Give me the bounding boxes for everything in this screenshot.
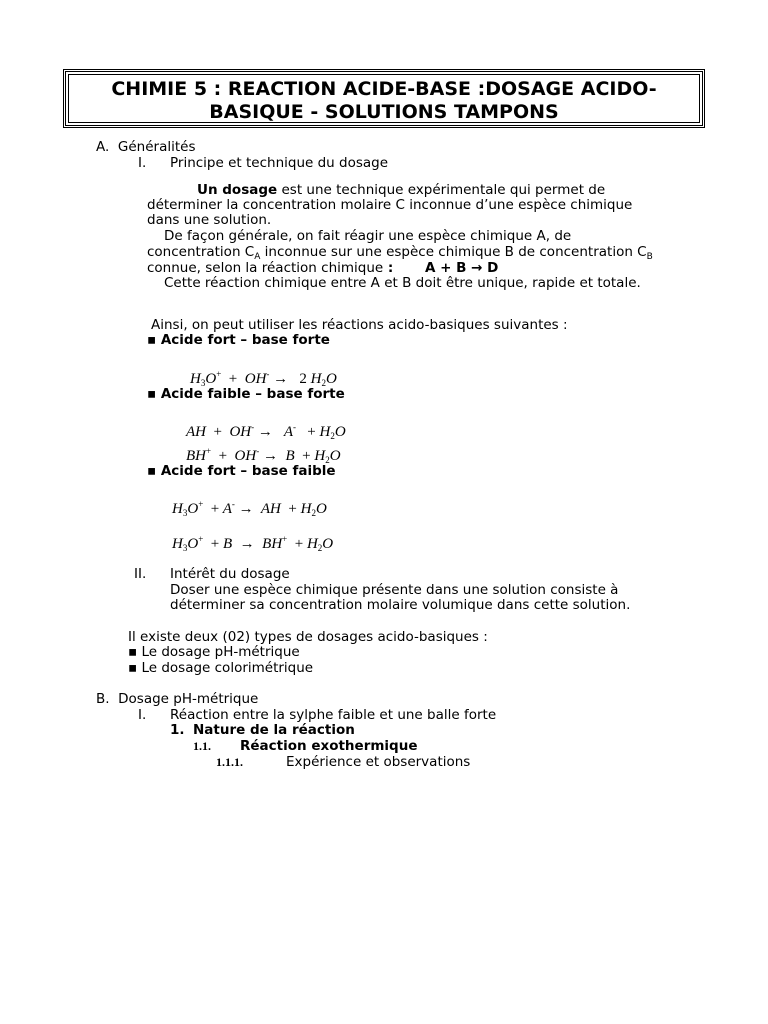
equation-2: AH + OH- → A- + $H_2O$ <box>186 422 346 441</box>
section-b1-title: Réaction entre la sylphe faible et une balle forte <box>170 707 497 723</box>
page-title <box>66 78 702 124</box>
section-b1-num: I. <box>138 707 147 723</box>
title-line-1: CHIMIE 5 : REACTION ACIDE-BASE :DOSAGE ACIDO- <box>111 78 657 100</box>
type-1-label: Le dosage pH-métrique <box>141 644 300 660</box>
title-box <box>63 69 705 128</box>
item-1-1-1-num: 1.1.1. <box>216 755 243 769</box>
paragraph-1-text: est une technique expérimentale qui permet de <box>277 182 606 198</box>
paragraph-2-line-3 <box>147 260 499 276</box>
paragraph-2-text-a: concentration C <box>147 244 255 260</box>
type-2-label: Le dosage colorimétrique <box>141 660 314 676</box>
paragraph-1-line-2: déterminer la concentration molaire C inconnue d’une espèce chimique <box>147 197 633 213</box>
colon: : <box>383 260 394 276</box>
item-1-1-title: Réaction exothermique <box>240 738 418 754</box>
section-a-label: A. <box>96 139 110 155</box>
item-1-1-num: 1.1. <box>193 739 211 753</box>
bullet-icon: ▪ <box>147 386 157 402</box>
case-1-title: Acide fort – base forte <box>160 332 330 348</box>
equation-1: $H_3O^+ + OH^-$ → 2 $H_2O$ <box>190 369 337 388</box>
section-a2-line-1: Doser une espèce chimique présente dans une solution consiste à <box>170 582 619 598</box>
type-2-item <box>128 660 313 676</box>
section-a-heading <box>96 139 195 155</box>
item-1-1-heading <box>193 738 418 754</box>
section-a2-heading <box>134 566 290 582</box>
title-line-2: BASIQUE - SOLUTIONS TAMPONS <box>209 101 559 123</box>
paragraph-2-line-1: De façon générale, on fait réagir une espèce chimique A, de <box>164 228 572 244</box>
subscript-a: A <box>254 252 261 262</box>
section-a2-line-2: déterminer sa concentration molaire volumique dans cette solution. <box>170 597 631 613</box>
equation-3: $BH^+ + OH^- \to B + H_2O$ <box>186 446 341 465</box>
section-b-title: Dosage pH-métrique <box>118 691 259 707</box>
case-2-heading <box>147 386 345 402</box>
bullet-icon: ▪ <box>128 660 138 676</box>
paragraph-1-line-3: dans une solution. <box>147 212 272 228</box>
item-1-1-1-title: Expérience et observations <box>286 754 471 770</box>
item-1-1-1-heading <box>216 754 471 770</box>
type-1-item <box>128 644 300 660</box>
types-intro: Il existe deux (02) types de dosages acido-basiques : <box>128 629 488 645</box>
equation-4: $H_3O^+ + A^-$ → AH + $H_2O$ <box>172 499 327 518</box>
bullet-icon: ▪ <box>147 463 157 479</box>
bullet-icon: ▪ <box>128 644 138 660</box>
item-1-num: 1. <box>170 722 185 738</box>
section-a1-num: I. <box>138 155 147 171</box>
section-b-label: B. <box>96 691 110 707</box>
term-un-dosage: Un dosage <box>197 182 278 198</box>
section-a1-heading <box>138 155 389 171</box>
section-a-title: Généralités <box>117 139 196 155</box>
section-a1-title: Principe et technique du dosage <box>170 155 389 171</box>
case-2-title: Acide faible – base forte <box>160 386 345 402</box>
case-3-heading <box>147 463 336 479</box>
paragraph-2-text-b: inconnue sur une espèce chimique B de concentration C <box>260 244 647 260</box>
paragraph-1-line-1 <box>197 182 605 198</box>
bullet-icon: ▪ <box>147 332 157 348</box>
section-a2-num: II. <box>134 566 147 582</box>
equation-5: $H_3O^+ + B \to BH^+ + H_2O$ <box>172 534 334 553</box>
paragraph-2-text-c: connue, selon la réaction chimique <box>147 260 384 276</box>
paragraph-3: Ainsi, on peut utiliser les réactions acido-basiques suivantes : <box>151 317 568 333</box>
section-a2-title: Intérêt du dosage <box>170 566 290 582</box>
case-1-heading <box>147 332 330 348</box>
paragraph-2-line-4: Cette réaction chimique entre A et B doit être unique, rapide et totale. <box>164 275 641 291</box>
item-1-title: Nature de la réaction <box>193 722 355 738</box>
item-1-heading <box>170 722 355 738</box>
section-b1-heading <box>138 707 497 723</box>
section-b-heading <box>96 691 258 707</box>
reaction-a-b-d: A + B → D <box>425 260 499 276</box>
case-3-title: Acide fort – base faible <box>160 463 336 479</box>
subscript-b: B <box>646 252 653 262</box>
